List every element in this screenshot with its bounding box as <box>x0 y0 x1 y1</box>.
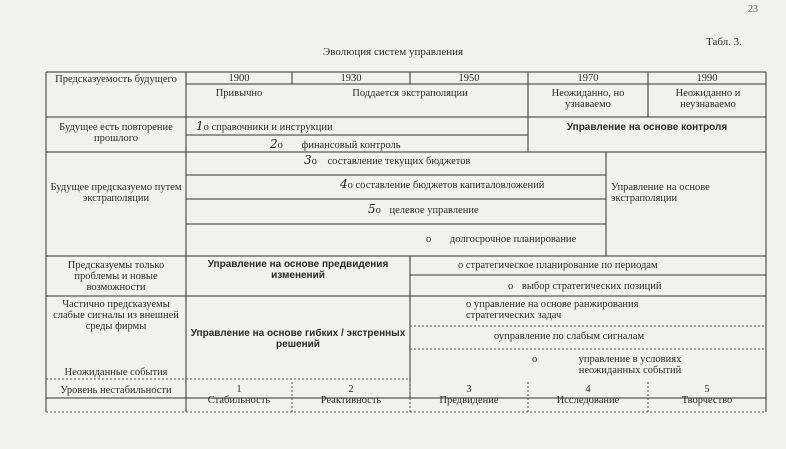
sub-1900: Привычно <box>215 88 263 99</box>
problems-row-label: Предсказуемы только проблемы и новые возможности <box>67 260 165 293</box>
problems-item-2 <box>508 281 764 292</box>
change-foresight-management: Управление на основе предвидения изменений <box>207 259 389 281</box>
sub-1930-1950: Поддается экстраполяции <box>352 88 468 99</box>
year-1900: 1900 <box>228 73 250 84</box>
item-text: управление по слабым сигналам <box>498 331 645 342</box>
year-1950: 1950 <box>458 73 480 84</box>
bullet-icon: о <box>532 354 538 365</box>
bullet-icon: о <box>375 205 381 216</box>
page-number: 23 <box>748 4 758 15</box>
item-text: финансовый контроль <box>301 140 401 151</box>
level-name: Реактивность <box>320 395 382 406</box>
year-1970: 1970 <box>577 73 599 84</box>
unexpected-events-label: Неожиданные события <box>64 367 168 378</box>
weak-signals-row-label: Частично предсказуемы слабые сигналы из внешней среды фирмы <box>53 299 179 332</box>
bullet-icon: о <box>508 281 514 292</box>
item-number: 3 <box>304 153 312 167</box>
level-1 <box>186 384 292 406</box>
bullet-icon: о <box>311 156 317 167</box>
problems-item-1 <box>458 260 764 271</box>
weak-item-2 <box>494 331 764 342</box>
repeat-item-1 <box>196 121 526 133</box>
sub-1990: Неожиданно и неузнаваемо <box>675 88 741 110</box>
bullet-icon: о <box>494 331 499 342</box>
extrapolation-item-4 <box>340 179 604 191</box>
level-name: Творчество <box>681 395 733 406</box>
item-number: 4 <box>340 177 348 191</box>
level-number: 5 <box>704 384 710 395</box>
repeat-item-2 <box>270 139 526 151</box>
item-text: справочники и инструкции <box>211 122 333 133</box>
flexible-decisions-management: Управление на основе гибких / экстренных решений <box>190 328 406 350</box>
item-text: долгосрочное планирование <box>449 234 577 245</box>
extrapolation-row-label: Будущее предсказуемо путем экстраполяции <box>50 182 182 204</box>
item-number: 5 <box>368 202 376 216</box>
instability-row-label: Уровень нестабильности <box>60 385 172 396</box>
item-text: составление бюджетов капиталовложений <box>355 180 545 191</box>
level-5 <box>648 384 766 406</box>
header-row-label: Предсказуемость будущего <box>55 74 177 85</box>
item-text: целевое управление <box>389 205 479 216</box>
item-text: выбор стратегических позиций <box>521 281 662 292</box>
bullet-icon: о <box>458 260 464 271</box>
table-caption: Эволюция систем управления <box>322 46 464 58</box>
level-name: Предвидение <box>439 395 499 406</box>
item-number: 1 <box>196 119 204 133</box>
control-management: Управление на основе контроля <box>566 122 728 133</box>
bullet-icon: о <box>203 122 209 133</box>
extrapolation-management: Управление на основе экстраполяции <box>611 182 710 204</box>
level-name: Исследование <box>556 395 620 406</box>
item-text: стратегическое планирование по периодам <box>465 260 658 271</box>
level-number: 2 <box>348 384 354 395</box>
bullet-icon: о <box>466 299 472 310</box>
repeat-row-label: Будущее есть повторение прошлого <box>59 122 173 144</box>
level-number: 1 <box>236 384 242 395</box>
bullet-icon: о <box>347 180 353 191</box>
item-text: управление на основе ранжирования стратегических задач <box>466 299 639 321</box>
bullet-icon: о <box>277 140 283 151</box>
weak-item-3: управление в условиях неожиданных событий <box>578 354 682 376</box>
level-3 <box>410 384 528 406</box>
table-label: Табл. 3. <box>706 36 742 48</box>
item-number: 2 <box>270 137 278 151</box>
level-number: 4 <box>585 384 591 395</box>
extrapolation-item-3 <box>304 155 604 167</box>
level-4 <box>528 384 648 406</box>
item-text: составление текущих бюджетов <box>327 156 471 167</box>
sub-1970: Неожиданно, но узнаваемо <box>551 88 625 110</box>
extrapolation-item-6 <box>426 234 604 245</box>
weak-item-1 <box>466 299 666 321</box>
level-name: Стабильность <box>207 395 271 406</box>
level-number: 3 <box>466 384 472 395</box>
year-1930: 1930 <box>340 73 362 84</box>
year-1990: 1990 <box>696 73 718 84</box>
bullet-icon: о <box>426 234 432 245</box>
extrapolation-item-5 <box>368 204 604 216</box>
level-2 <box>292 384 410 406</box>
